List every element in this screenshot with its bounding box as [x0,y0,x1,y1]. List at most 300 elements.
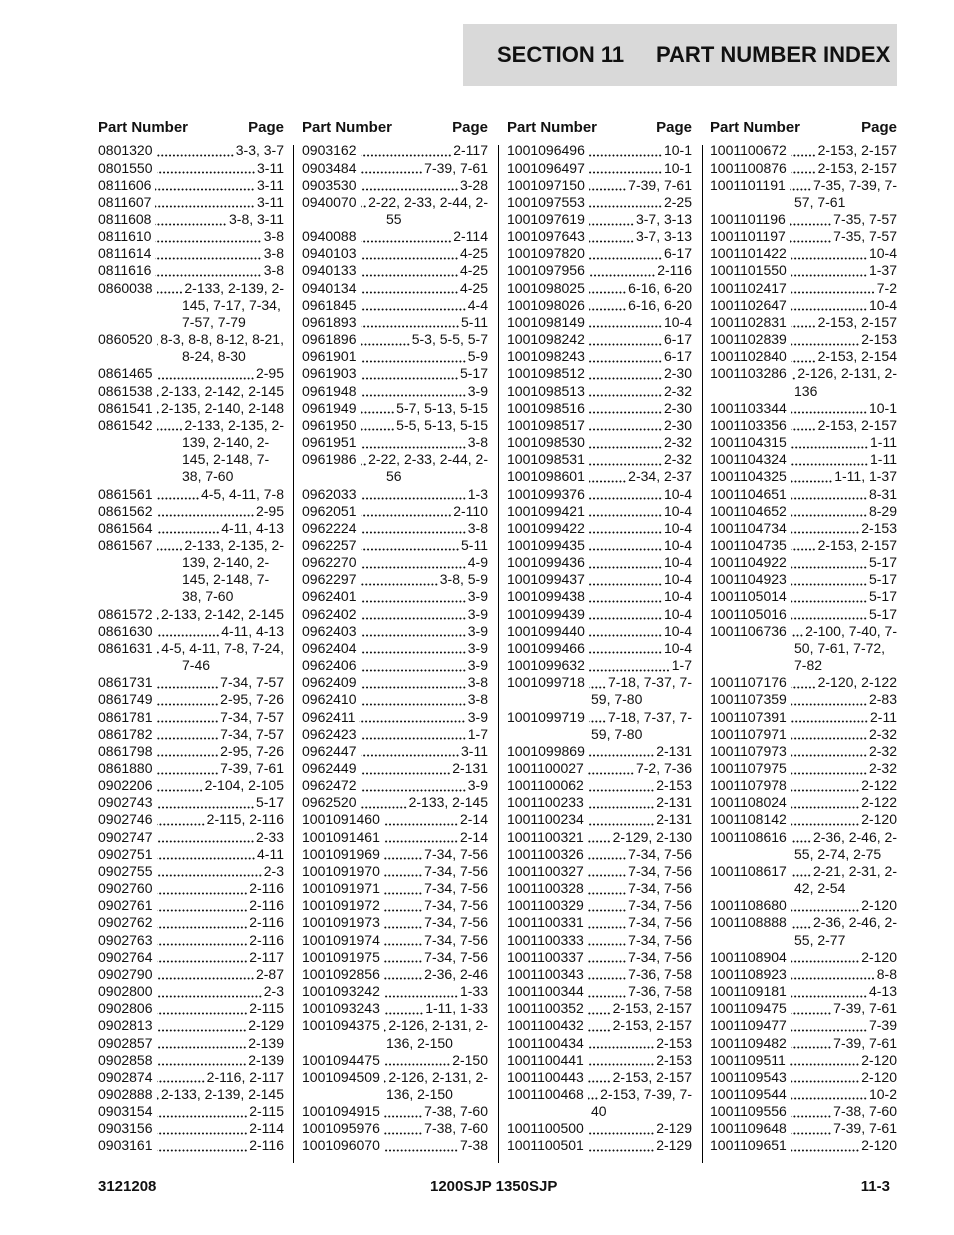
index-entry-line [302,794,488,811]
index-entry-line [710,451,897,468]
index-entry [507,417,692,434]
index-entry-line [98,1086,284,1103]
index-entry-line [507,142,692,159]
part-number: 0962447 [302,742,357,759]
part-number: 0962472 [302,777,357,794]
part-number: 1001098242 [507,331,585,348]
index-entry [302,262,488,279]
page-reference: 1-11 [870,451,897,468]
page-reference: 2-32 [663,434,692,451]
index-entry-line [507,880,692,897]
part-number: 0861731 [98,674,153,691]
page-reference: 7-34, 7-56 [424,862,488,879]
dot-leader [153,709,221,726]
part-number: 1001109475 [710,1000,787,1017]
part-number: 1001099440 [507,622,585,639]
index-entry-line [710,211,897,228]
index-entry-line [507,537,692,554]
part-number: 1001091461 [302,828,380,845]
dot-leader [380,1137,460,1154]
part-number: 1001097820 [507,245,585,262]
index-entry-line [507,966,692,983]
page-reference: 6-16, 6-20 [628,296,692,313]
index-entry [507,383,692,400]
index-entry [302,348,488,365]
part-number: 0962224 [302,519,357,536]
part-number: 0902755 [98,862,153,879]
index-entry [710,1086,897,1103]
index-entry [98,674,284,691]
page-reference: 2-87 [255,965,284,982]
index-entry-line [98,520,284,537]
part-number: 1001100432 [507,1017,584,1034]
index-entry-line [710,1120,897,1137]
part-number: 1001108142 [710,811,787,828]
part-number: 0861465 [98,365,153,382]
index-entry [98,966,284,983]
part-number: 1001094375 [302,1017,380,1034]
dot-leader [787,503,869,520]
index-entry-line [302,726,488,743]
part-number: 1001099422 [507,519,585,536]
page-reference: 10-4 [663,588,692,605]
dot-leader [787,794,861,811]
index-entry [507,1000,692,1017]
index-entry-line [98,262,284,279]
index-entry-line [507,228,692,245]
dot-leader [585,486,664,503]
part-number: 0861542 [98,416,153,433]
dot-leader [787,520,861,537]
page-reference: 4-5, 4-11, 7-8 [200,485,284,502]
part-number: 0902760 [98,880,153,897]
index-entry [98,846,284,863]
dot-leader [380,1017,389,1034]
index-entry-line [710,280,897,297]
index-entry [302,503,488,520]
index-entry [710,228,897,245]
page-reference: 2-116 [249,931,284,948]
page-reference: 2-11 [870,708,897,725]
index-entry-line [710,537,897,554]
index-entry-line [98,949,284,966]
index-entry [507,486,692,503]
part-number: 0962423 [302,725,357,742]
index-entry [507,914,692,931]
index-entry-line [710,1052,897,1069]
page-reference: 7-39, 7-61 [424,159,488,176]
part-number: 1001094915 [302,1103,380,1120]
index-entry [507,228,692,245]
dot-leader [153,880,250,897]
page-reference: 2-116 [249,914,284,931]
part-number: 0860520 [98,331,153,348]
part-number: 1001100027 [507,760,584,777]
index-entry [710,297,897,314]
dot-leader [585,160,664,177]
column-header-part-number: Part Number [507,119,598,136]
index-entry-line [710,571,897,588]
part-number: 1001096070 [302,1137,380,1154]
page-reference: 2-36, 2-46, 2- [812,914,897,931]
index-entry-line [507,245,692,262]
index-entry-line [302,606,488,623]
dot-leader [787,726,869,743]
part-number: 1001107971 [710,725,787,742]
index-entry [302,177,488,194]
dot-leader [584,760,636,777]
dot-leader [787,537,818,554]
page-reference: 2-115, 2-116 [206,811,284,828]
index-entry [710,674,897,691]
part-number: 0940134 [302,279,357,296]
index-entry-line [507,914,692,931]
index-entry-line [98,983,284,1000]
index-entry [710,503,897,520]
index-entry [302,194,488,228]
page-reference-continued: 8-24, 8-30 [182,348,246,365]
part-number: 0903161 [98,1137,153,1154]
part-number: 1001107973 [710,742,787,759]
page-reference: 5-9 [467,348,488,365]
page-reference-continued: 136, 2-150 [386,1034,453,1051]
part-number: 1001109648 [710,1120,787,1137]
index-entry-line [98,846,284,863]
index-entry-line [507,640,692,657]
page-reference: 7-18, 7-37, 7- [607,708,692,725]
index-entry [710,588,897,605]
index-entry [710,1000,897,1017]
page-reference: 3-9 [467,708,488,725]
index-entry [710,400,897,417]
part-number: 1001100343 [507,965,584,982]
dot-leader [153,966,256,983]
index-entry-line [710,468,897,485]
index-entry [302,932,488,949]
part-number: 1001109482 [710,1034,787,1051]
page-reference: 7-34, 7-56 [424,880,488,897]
index-entry [302,365,488,382]
index-entry [507,520,692,537]
index-entry [302,400,488,417]
part-number: 0860038 [98,279,153,296]
dot-leader [357,160,425,177]
index-entry-line [507,262,692,279]
index-entry-line [710,365,897,382]
part-number: 1001095976 [302,1120,380,1137]
page-reference: 5-7, 5-13, 5-15 [396,399,488,416]
page-reference: 2-120 [861,1137,897,1154]
index-entry [98,262,284,279]
index-entry [710,1052,897,1069]
page-reference: 4-25 [459,279,488,296]
part-number: 1001107975 [710,760,787,777]
dot-leader [380,897,424,914]
page-reference: 2-117 [249,948,284,965]
index-entry [507,211,692,228]
dot-leader [357,571,440,588]
page-reference: 5-17 [868,588,897,605]
part-number: 0961951 [302,434,357,451]
dot-leader [153,383,162,400]
index-entry [710,211,897,228]
page-reference: 2-25 [663,193,692,210]
index-entry [507,280,692,297]
part-number: 1001100672 [710,142,787,159]
index-entry [507,1017,692,1034]
page-reference: 2-153, 2-157 [612,1017,692,1034]
index-entry-line [507,949,692,966]
part-number: 1001100500 [507,1120,584,1137]
index-entry [710,811,897,828]
part-number: 0861798 [98,742,153,759]
dot-leader [585,640,664,657]
index-entry-line [302,743,488,760]
page-reference-continued: 55, 2-74, 2-75 [794,845,882,862]
dot-leader [151,245,263,262]
dot-leader [153,365,256,382]
page-reference: 3-3, 3-7 [235,142,284,159]
dot-leader [357,657,468,674]
part-number: 1001097643 [507,228,585,245]
page-reference: 7-36, 7-58 [628,965,692,982]
index-entry-line [710,177,897,194]
dot-leader [357,794,409,811]
index-entry [98,365,284,382]
dot-leader [585,228,636,245]
index-entry-line [302,365,488,382]
index-entry [710,983,897,1000]
index-entry [710,365,897,399]
page-reference: 7-34, 7-56 [424,897,488,914]
index-entry [710,1120,897,1137]
index-entry [98,914,284,931]
index-entry [710,1035,897,1052]
part-number: 1001099376 [507,485,585,502]
index-entry-line [710,434,897,451]
index-entry-line [98,160,284,177]
part-number: 1001091975 [302,948,380,965]
index-entry [302,897,488,914]
page-reference: 10-4 [663,485,692,502]
dot-leader [380,1103,424,1120]
dot-leader [357,365,460,382]
dot-leader [357,280,460,297]
index-entry-line [710,245,897,262]
dot-leader [584,949,628,966]
index-entry [98,400,284,417]
index-entry-line [302,709,488,726]
index-entry-line [507,503,692,520]
dot-leader [787,417,818,434]
index-entry [98,1103,284,1120]
page-reference: 2-116 [249,1137,284,1154]
page-reference: 2-116 [249,897,284,914]
part-number: 0902813 [98,1017,153,1034]
index-entry [710,537,897,554]
index-column-1 [98,118,284,1155]
page-reference: 3-8 [467,434,488,451]
part-number: 1001100234 [507,811,584,828]
part-number: 1001098516 [507,399,585,416]
index-entry-line [98,674,284,691]
page-reference: 7-38 [459,1137,488,1154]
index-entry [98,486,284,503]
part-number: 1001094509 [302,1068,380,1085]
page-reference: 6-17 [663,348,692,365]
dot-leader [153,1069,207,1086]
index-entry-line [710,297,897,314]
dot-leader [585,520,664,537]
dot-leader [585,262,657,279]
page-reference: 2-153 [656,1051,692,1068]
index-entry [98,1120,284,1137]
index-entry-line [302,314,488,331]
index-entry-line [98,726,284,743]
part-number: 1001097619 [507,211,585,228]
part-number: 1001098601 [507,468,585,485]
part-number: 0902888 [98,1085,153,1102]
part-number: 1001100441 [507,1051,584,1068]
page-reference: 3-9 [467,382,488,399]
index-entry [98,1137,284,1154]
page-reference: 3-11 [257,176,284,193]
index-entry-line [302,571,488,588]
index-entry [98,949,284,966]
index-entry [507,142,692,159]
dot-leader [584,1137,656,1154]
index-entry [98,743,284,760]
part-number: 1001102839 [710,331,787,348]
page-reference-continued: 57, 7-61 [794,193,846,210]
dot-leader [380,1000,425,1017]
index-entry [507,709,692,743]
index-entry [98,245,284,262]
dot-leader [153,932,250,949]
index-entry-line [98,760,284,777]
index-entry-line [507,863,692,880]
dot-leader [584,1086,600,1103]
index-entry-line [710,914,897,931]
dot-leader [584,846,628,863]
index-entry [98,726,284,743]
part-number: 1001104651 [710,485,787,502]
part-number: 1001099435 [507,536,585,553]
part-number: 0902751 [98,845,153,862]
index-entry-line [98,1120,284,1137]
part-number: 1001109477 [710,1017,787,1034]
index-entry-line [507,623,692,640]
dot-leader [153,846,258,863]
part-number: 1001097150 [507,176,585,193]
page-reference: 3-8, 5-9 [439,571,488,588]
index-entry [507,932,692,949]
index-entry-line [302,932,488,949]
page-reference: 10-4 [868,296,897,313]
section-title: PART NUMBER INDEX [656,42,891,67]
page-reference: 2-150 [452,1051,488,1068]
index-entry [710,142,897,159]
part-number: 1001104923 [710,571,787,588]
index-entry [507,1120,692,1137]
page-reference: 3-8 [467,691,488,708]
index-entry [302,674,488,691]
dot-leader [584,829,613,846]
dot-leader [153,1086,162,1103]
part-number: 1001096496 [507,142,585,159]
part-number: 0861572 [98,605,153,622]
page-reference-continued: 136, 2-150 [386,1085,453,1102]
page-reference: 2-83 [868,691,897,708]
part-number: 1001108904 [710,948,787,965]
part-number: 1001101196 [710,211,786,228]
index-entry-line [302,760,488,777]
page-reference: 10-4 [663,571,692,588]
dot-leader [153,983,264,1000]
dot-leader [153,794,256,811]
index-entry [507,606,692,623]
column-header-page: Page [656,119,692,136]
dot-leader [151,262,263,279]
page-reference: 7-34, 7-56 [424,845,488,862]
dot-leader [153,897,250,914]
index-entry-line [302,451,488,468]
page-reference: 8-3, 8-8, 8-12, 8-21, [160,331,284,348]
index-entry-line [710,417,897,434]
part-number: 0962270 [302,554,357,571]
index-entry [98,160,284,177]
index-entry-line [507,1000,692,1017]
part-number: 0902874 [98,1068,153,1085]
page-reference: 4-5, 4-11, 7-8, 7-24, [161,639,284,656]
dot-leader [584,983,628,1000]
index-entry [98,691,284,708]
page-reference: 2-133, 2-142, 2-145 [161,382,284,399]
page-reference: 1-7 [467,725,488,742]
index-entry-line [302,1137,488,1154]
dot-leader [153,160,258,177]
dot-leader [787,1000,833,1017]
index-entry-line [98,640,284,657]
dot-leader [380,829,460,846]
index-entry-line [98,194,284,211]
page-reference: 1-7 [671,657,692,674]
index-entry [507,297,692,314]
dot-leader [357,417,397,434]
part-number: 1001101422 [710,245,787,262]
page-reference: 7-39, 7-61 [628,176,692,193]
index-entry-line [302,1069,488,1086]
index-entry-line [507,451,692,468]
index-entry-line [302,228,488,245]
part-number: 1001091973 [302,914,380,931]
dot-leader [584,777,656,794]
page-reference-continued: 38, 7-60 [182,588,234,605]
index-entry-line [710,554,897,571]
part-number: 1001102831 [710,313,787,330]
dot-leader [153,142,236,159]
dot-leader [357,383,468,400]
page-reference: 2-95 [255,365,284,382]
index-entry [302,949,488,966]
index-entry [302,280,488,297]
page-reference: 3-7, 3-13 [635,228,692,245]
page-reference-continued: 145, 2-148, 7- [182,571,270,588]
index-entry [302,777,488,794]
part-number: 1001100443 [507,1068,584,1085]
page-reference: 3-9 [467,777,488,794]
page-reference: 2-133, 2-139, 2- [184,279,284,296]
